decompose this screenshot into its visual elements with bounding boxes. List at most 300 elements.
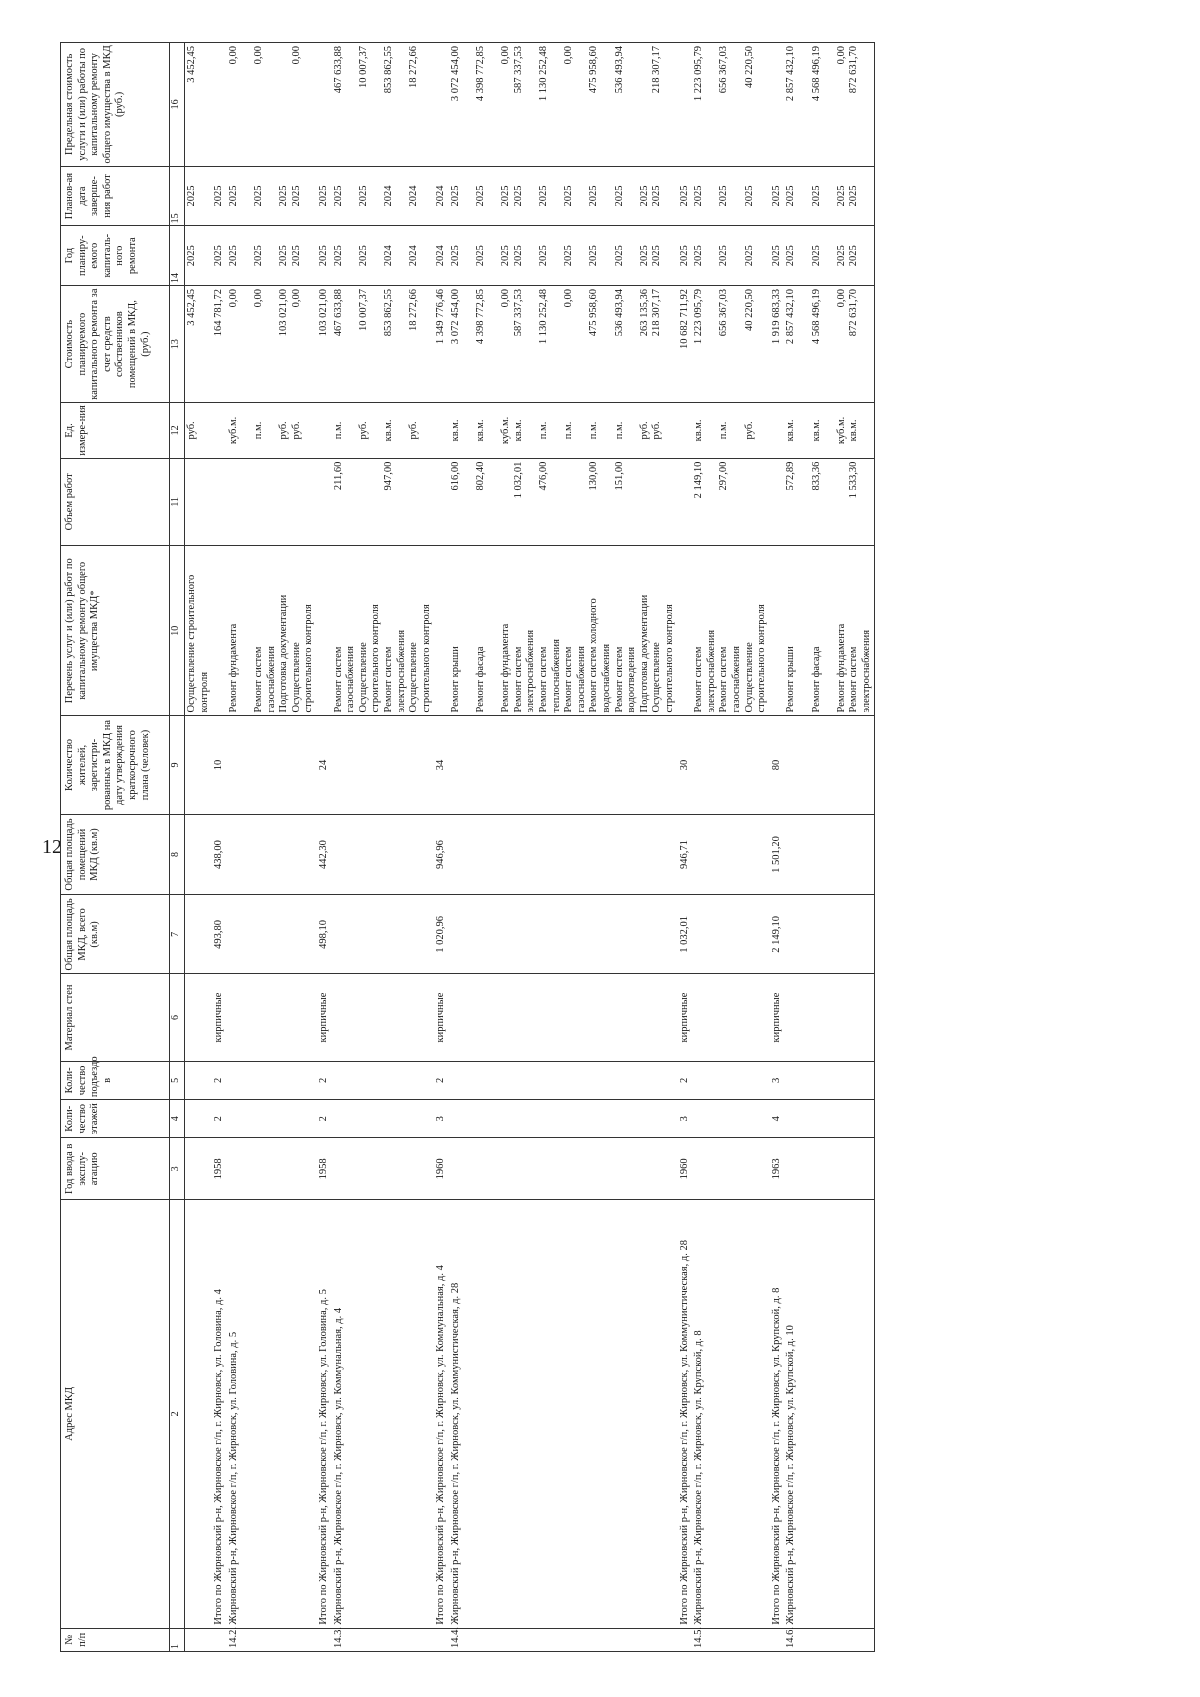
col-header: Планов-ая дата заверше-ния работ (61, 166, 170, 226)
unit-value (601, 406, 614, 454)
col-header: Перечень услуг и (или) работ по капитальному ремонту общего имущества МКД* (61, 546, 170, 716)
end-date-value (551, 170, 564, 223)
cost-value: 656 367,03 (718, 289, 730, 337)
work-item: строительного контроля (663, 604, 675, 713)
cost-value (488, 289, 501, 399)
unit-value (551, 406, 564, 454)
work-item: Ремонт систем (718, 646, 730, 713)
end-date-cell: 2025 (678, 166, 693, 226)
work-item (488, 549, 501, 712)
end-date-value: 2025 (693, 185, 705, 207)
unit-value: кв.м. (512, 419, 524, 442)
cost-value (706, 289, 719, 399)
area-total-cell: 2 149,10 (770, 895, 785, 974)
volumes-cell (449, 458, 678, 545)
plan-year-value: 2025 (563, 245, 575, 267)
unit-value: руб. (290, 421, 302, 440)
plan-year-value: 2025 (743, 245, 755, 267)
volumes-cell (227, 458, 317, 545)
limit-cost-value (488, 46, 501, 163)
end-date-value (266, 170, 279, 223)
volume-value: 297,00 (718, 461, 730, 491)
year-cell: 1958 (317, 1138, 332, 1200)
row-number: 14.6. (784, 1628, 875, 1651)
costs-cell (227, 286, 317, 403)
work-item: теплоснабжения (550, 638, 562, 713)
work-item: Осуществление (743, 642, 755, 713)
limit-cost-value: 0,00 (500, 46, 512, 65)
end-date-value: 2025 (848, 185, 860, 207)
end-date-value (576, 170, 589, 223)
volume-value (576, 462, 589, 542)
work-item: газоснабжения (265, 646, 277, 713)
cost-value (576, 289, 589, 399)
years-cell (784, 226, 875, 286)
work-item (462, 549, 475, 712)
costs-cell (332, 286, 435, 403)
entrances-cell: 2 (212, 1061, 227, 1099)
volume-value (836, 462, 849, 542)
unit-value: п.м. (332, 421, 344, 440)
unit-value (525, 406, 538, 454)
entrances-cell: 2 (678, 1061, 693, 1099)
cost-value: 103 021,00 (278, 289, 290, 337)
volume-value (462, 462, 475, 542)
volume-value: 947,00 (382, 461, 394, 491)
cost-value: 18 272,66 (408, 289, 420, 332)
plan-year-value: 2025 (290, 245, 302, 267)
limit-cost-value: 18 272,66 (408, 46, 420, 88)
cost-value (266, 289, 279, 399)
col-number: 14 (170, 226, 185, 286)
cost-value (462, 289, 475, 399)
volume-value (706, 462, 719, 542)
plan-year-value (823, 229, 836, 282)
works-cell (332, 546, 435, 716)
material-cell: кирпичные (317, 974, 332, 1061)
unit-value: руб. (186, 421, 197, 440)
work-item: газоснабжения (575, 646, 587, 713)
table-row-object (784, 43, 875, 1652)
limit-cost-value: 0,00 (227, 46, 239, 65)
unit-value: руб. (743, 421, 755, 440)
work-item (240, 549, 253, 712)
floors-cell: 4 (770, 1100, 785, 1138)
plan-year-cell: 2024 (434, 226, 449, 286)
works-cell (185, 546, 213, 716)
col-number: 15 (170, 166, 185, 226)
work-item: Ремонт систем (563, 646, 575, 713)
volume-value: 1 032,01 (512, 461, 524, 499)
unit-value: кв.м. (475, 419, 487, 442)
unit-value: руб. (651, 421, 663, 440)
end-date-value (823, 170, 836, 223)
cost-value: 3 452,45 (186, 289, 197, 326)
table-row-total (317, 43, 332, 1652)
year-cell: 1960 (434, 1138, 449, 1200)
units-cell (784, 403, 875, 458)
limit-cost-value (240, 46, 253, 163)
dates-cell (227, 166, 317, 226)
plan-year-value (601, 229, 614, 282)
unit-value: кв.м. (810, 419, 822, 442)
plan-year-value: 2025 (357, 245, 369, 267)
plan-year-value (370, 229, 383, 282)
plan-year-value: 2024 (408, 245, 420, 267)
table-row-object (332, 43, 435, 1652)
col-number: 10 (170, 546, 185, 716)
cost-value: 4 398 772,85 (475, 289, 487, 345)
cost-value: 0,00 (835, 289, 847, 308)
cost-value (798, 289, 811, 399)
work-item: Ремонт крыши (785, 646, 797, 713)
end-date-value: 2025 (278, 185, 290, 207)
limit-cost-value: 872 631,70 (848, 46, 860, 94)
work-item: водоотведения (626, 646, 638, 713)
cost-value (626, 289, 639, 399)
col-number: 1 (170, 1628, 185, 1651)
plan-year-value: 2025 (278, 245, 290, 267)
end-date-value (488, 170, 501, 223)
plan-year-value (626, 229, 639, 282)
col-header: Материал стен (61, 974, 170, 1061)
work-item: электроснабжения (395, 629, 407, 713)
work-item: газоснабжения (345, 646, 357, 713)
unit-value: п.м. (252, 421, 264, 440)
work-item: Подготовка документации (638, 594, 650, 713)
volume-value (601, 462, 614, 542)
col-number: 5 (170, 1061, 185, 1099)
unit-value: руб. (408, 421, 420, 440)
volume-value: 802,40 (475, 461, 487, 491)
volume-value (823, 462, 836, 542)
material-cell: кирпичные (678, 974, 693, 1061)
col-header: Предельная стоимость услуги и (или) работы по капитальному ремонту общего имущества в МКД (руб.) (61, 43, 170, 167)
end-date-value: 2025 (835, 185, 847, 207)
volume-value: 476,00 (538, 461, 550, 491)
plan-year-value: 2025 (651, 245, 663, 267)
works-cell (784, 546, 875, 716)
years-cell (227, 226, 317, 286)
work-item: Ремонт фундамента (835, 623, 847, 713)
residents-cell: 24 (317, 716, 332, 814)
plan-year-cell: 2025 (678, 226, 693, 286)
end-date-value (345, 170, 358, 223)
work-item: строительного контроля (756, 604, 768, 713)
end-date-value: 2025 (290, 185, 302, 207)
limit-cost-value (798, 46, 811, 163)
end-date-value: 2024 (382, 185, 394, 207)
col-number: 16 (170, 43, 185, 167)
end-date-value: 2025 (475, 185, 487, 207)
unit-value: кв.м. (693, 419, 705, 442)
cost-value: 10 007,37 (357, 289, 369, 332)
volume-value: 211,60 (332, 461, 344, 491)
plan-year-value: 2024 (382, 245, 394, 267)
volume-value: 1 533,30 (848, 461, 860, 499)
limit-cost-value: 2 857 432,10 (785, 46, 797, 102)
cost-cell: 1 919 683,33 (770, 286, 785, 403)
floors-cell: 2 (317, 1100, 332, 1138)
limit-cost-value (266, 46, 279, 163)
end-date-value: 2025 (638, 185, 650, 207)
limits-cell (332, 43, 435, 167)
cost-value (370, 289, 383, 399)
end-date-value (396, 170, 409, 223)
row-number: 14.5. (692, 1628, 770, 1651)
volume-value (488, 462, 501, 542)
plan-year-value (462, 229, 475, 282)
volume-value (228, 462, 241, 542)
area-rooms-cell: 1 501,20 (770, 814, 785, 895)
unit-value: руб. (638, 421, 650, 440)
cost-value (396, 289, 409, 399)
cost-value: 0,00 (290, 289, 302, 308)
units-cell (227, 403, 317, 458)
floors-cell: 2 (212, 1100, 227, 1138)
year-cell: 1963 (770, 1138, 785, 1200)
end-date-value: 2025 (651, 185, 663, 207)
plan-year-value (488, 229, 501, 282)
costs-cell (692, 286, 770, 403)
floors-cell: 3 (434, 1100, 449, 1138)
end-date-value: 2025 (810, 185, 822, 207)
area-total-cell: 1 020,96 (434, 895, 449, 974)
entrances-cell: 2 (317, 1061, 332, 1099)
area-rooms-cell: 438,00 (212, 814, 227, 895)
table-row-total (434, 43, 449, 1652)
unit-value (488, 406, 501, 454)
plan-year-value: 2025 (538, 245, 550, 267)
address-cell: Жирновский р-н, Жирновское г/п, г. Жирновск, ул. Коммунистическая, д. 28 (449, 1282, 461, 1625)
limit-cost-value: 587 337,53 (512, 46, 524, 94)
cost-value (731, 289, 744, 399)
cost-value: 853 862,55 (382, 289, 394, 337)
table-row (185, 43, 213, 1652)
col-header: Год ввода в эксплу-атацию (61, 1138, 170, 1200)
end-date-value: 2025 (252, 185, 264, 207)
volume-value: 572,89 (785, 461, 797, 491)
cost-value: 587 337,53 (512, 289, 524, 337)
limit-cost-value: 3 452,45 (186, 46, 197, 83)
cost-cell: 103 021,00 (317, 286, 332, 403)
years-cell (692, 226, 770, 286)
limit-cost-value: 0,00 (252, 46, 264, 65)
limits-cell (227, 43, 317, 167)
work-item: электроснабжения (860, 629, 872, 713)
end-date-value: 2025 (588, 185, 600, 207)
volume-value: 151,00 (613, 461, 625, 491)
work-item (823, 549, 836, 712)
limit-cost-value (601, 46, 614, 163)
col-header: № п/п (61, 1628, 170, 1651)
end-date-value (706, 170, 719, 223)
limit-cost-value (345, 46, 358, 163)
table-row-total (212, 43, 227, 1652)
end-date-value: 2025 (227, 185, 239, 207)
limit-cost-value: 3 072 454,00 (449, 46, 461, 102)
year-cell: 1958 (212, 1138, 227, 1200)
col-number: 11 (170, 458, 185, 545)
plan-year-value: 2025 (693, 245, 705, 267)
plan-year-value: 2025 (449, 245, 461, 267)
cost-value: 0,00 (227, 289, 239, 308)
limit-cost-value: 4 398 772,85 (475, 46, 487, 102)
work-item: Осуществление (357, 642, 369, 713)
volume-value: 2 149,10 (693, 461, 705, 499)
area-rooms-cell: 946,71 (678, 814, 693, 895)
address-cell: Жирновский р-н, Жирновское г/п, г. Жирновск, ул. Крупской, д. 10 (785, 1325, 797, 1625)
plan-year-value (731, 229, 744, 282)
cost-cell: 164 781,72 (212, 286, 227, 403)
address-cell: Итого по Жирновский р-н, Жирновское г/п, г. Жирновск, ул. Головина, д. 4 (213, 1289, 225, 1625)
work-item (798, 549, 811, 712)
limit-cost-value: 0,00 (835, 46, 847, 65)
unit-value: п.м. (613, 421, 625, 440)
page-number: 12 (42, 836, 62, 858)
end-date-value: 2025 (332, 185, 344, 207)
table-row-total (678, 43, 693, 1652)
volume-value (370, 462, 383, 542)
plan-year-value (551, 229, 564, 282)
end-date-value (240, 170, 253, 223)
units-cell (332, 403, 435, 458)
cost-value (823, 289, 836, 399)
col-header: Ед. измере-ния (61, 403, 170, 458)
cost-value: 218 307,17 (651, 289, 663, 337)
work-item: Осуществление строительного контроля (186, 574, 210, 713)
dates-cell (692, 166, 770, 226)
limits-cell (692, 43, 770, 167)
residents-cell: 80 (770, 716, 785, 814)
volume-value (551, 462, 564, 542)
address-cell: Жирновский р-н, Жирновское г/п, г. Жирновск, ул. Головина, д. 5 (227, 1331, 239, 1625)
unit-value: кв.м. (785, 419, 797, 442)
end-date-cell: 2025 (212, 166, 227, 226)
unit-value: п.м. (718, 421, 730, 440)
plan-year-value: 2025 (848, 245, 860, 267)
plan-year-cell: 2025 (212, 226, 227, 286)
address-cell: Жирновский р-н, Жирновское г/п, г. Жирновск, ул. Крупской, д. 8 (693, 1330, 705, 1625)
volume-value: 616,00 (449, 461, 461, 491)
repair-plan-table (60, 42, 875, 1652)
entrances-cell: 2 (434, 1061, 449, 1099)
work-item: строительного контроля (370, 604, 382, 713)
plan-year-value: 2025 (718, 245, 730, 267)
col-header: Коли-чество этажей (61, 1100, 170, 1138)
col-number: 12 (170, 403, 185, 458)
limits-cell (449, 43, 678, 167)
limit-cost-value (370, 46, 383, 163)
work-item: Ремонт крыши (449, 646, 461, 713)
works-cell (449, 546, 678, 716)
row-number: 14.2. (227, 1628, 317, 1651)
works-cell (692, 546, 770, 716)
material-cell: кирпичные (770, 974, 785, 1061)
end-date-value (626, 170, 639, 223)
plan-year-value: 2025 (512, 245, 524, 267)
col-number: 13 (170, 286, 185, 403)
end-date-cell: 2025 (317, 166, 332, 226)
work-item: электроснабжения (525, 629, 537, 713)
units-cell (449, 403, 678, 458)
end-date-value: 2024 (408, 185, 420, 207)
limit-cost-value: 467 633,88 (332, 46, 344, 94)
col-number: 8 (170, 814, 185, 895)
end-date-value (601, 170, 614, 223)
address-cell: Итого по Жирновский р-н, Жирновское г/п, г. Жирновск, ул. Коммунистическая, д. 28 (678, 1240, 690, 1625)
limit-cost-value: 0,00 (563, 46, 575, 65)
work-item: Подготовка документации (278, 594, 290, 713)
col-header: Объем работ (61, 458, 170, 545)
plan-year-value (576, 229, 589, 282)
plan-year-value (396, 229, 409, 282)
end-date-value: 2025 (785, 185, 797, 207)
cost-value: 0,00 (563, 289, 575, 308)
plan-year-value: 2025 (835, 245, 847, 267)
volumes-cell (784, 458, 875, 545)
end-date-value: 2025 (538, 185, 550, 207)
limit-cost-value (396, 46, 409, 163)
unit-value (240, 406, 253, 454)
work-item: Осуществление (651, 642, 663, 713)
volume-value (358, 462, 371, 542)
col-number: 4 (170, 1100, 185, 1138)
col-header: Год планиру-емого капиталь-ного ремонта (61, 226, 170, 286)
plan-year-cell: 2025 (317, 226, 332, 286)
unit-value (396, 406, 409, 454)
entrances-cell: 3 (770, 1061, 785, 1099)
unit-value: куб.м. (500, 416, 512, 445)
limit-cost-value (551, 46, 564, 163)
unit-value (266, 406, 279, 454)
end-date-value: 2025 (449, 185, 461, 207)
cost-value (551, 289, 564, 399)
row-number: 14.3. (332, 1628, 435, 1651)
limit-cost-value (823, 46, 836, 163)
unit-value (823, 406, 836, 454)
limit-cost-value (462, 46, 475, 163)
limit-cost-value: 0,00 (290, 46, 302, 65)
residents-cell: 10 (212, 716, 227, 814)
col-header: Стоимость планируемого капитального ремонта за счет средств собственников помещений в МКД, (руб.) (61, 286, 170, 403)
volumes-cell (692, 458, 770, 545)
work-item: Ремонт фундамента (500, 623, 512, 713)
limit-cost-value: 853 862,55 (382, 46, 394, 94)
col-number: 2 (170, 1200, 185, 1628)
end-date-value: 2025 (613, 185, 625, 207)
plan-year-value: 2025 (186, 245, 197, 267)
limit-cost-value: 40 220,50 (743, 46, 755, 88)
end-date-value (370, 170, 383, 223)
cost-value: 4 568 496,19 (810, 289, 822, 345)
work-item: строительного контроля (420, 604, 432, 713)
end-date-cell: 2025 (770, 166, 785, 226)
limit-cost-value (731, 46, 744, 163)
col-number: 9 (170, 716, 185, 814)
unit-value (462, 406, 475, 454)
plan-year-value (525, 229, 538, 282)
plan-year-value (798, 229, 811, 282)
area-total-cell: 1 032,01 (678, 895, 693, 974)
unit-value (706, 406, 719, 454)
plan-year-value: 2025 (227, 245, 239, 267)
cost-value: 3 072 454,00 (449, 289, 461, 345)
cost-value: 0,00 (500, 289, 512, 308)
table-row-object (692, 43, 770, 1652)
end-date-value: 2025 (743, 185, 755, 207)
cost-value (601, 289, 614, 399)
